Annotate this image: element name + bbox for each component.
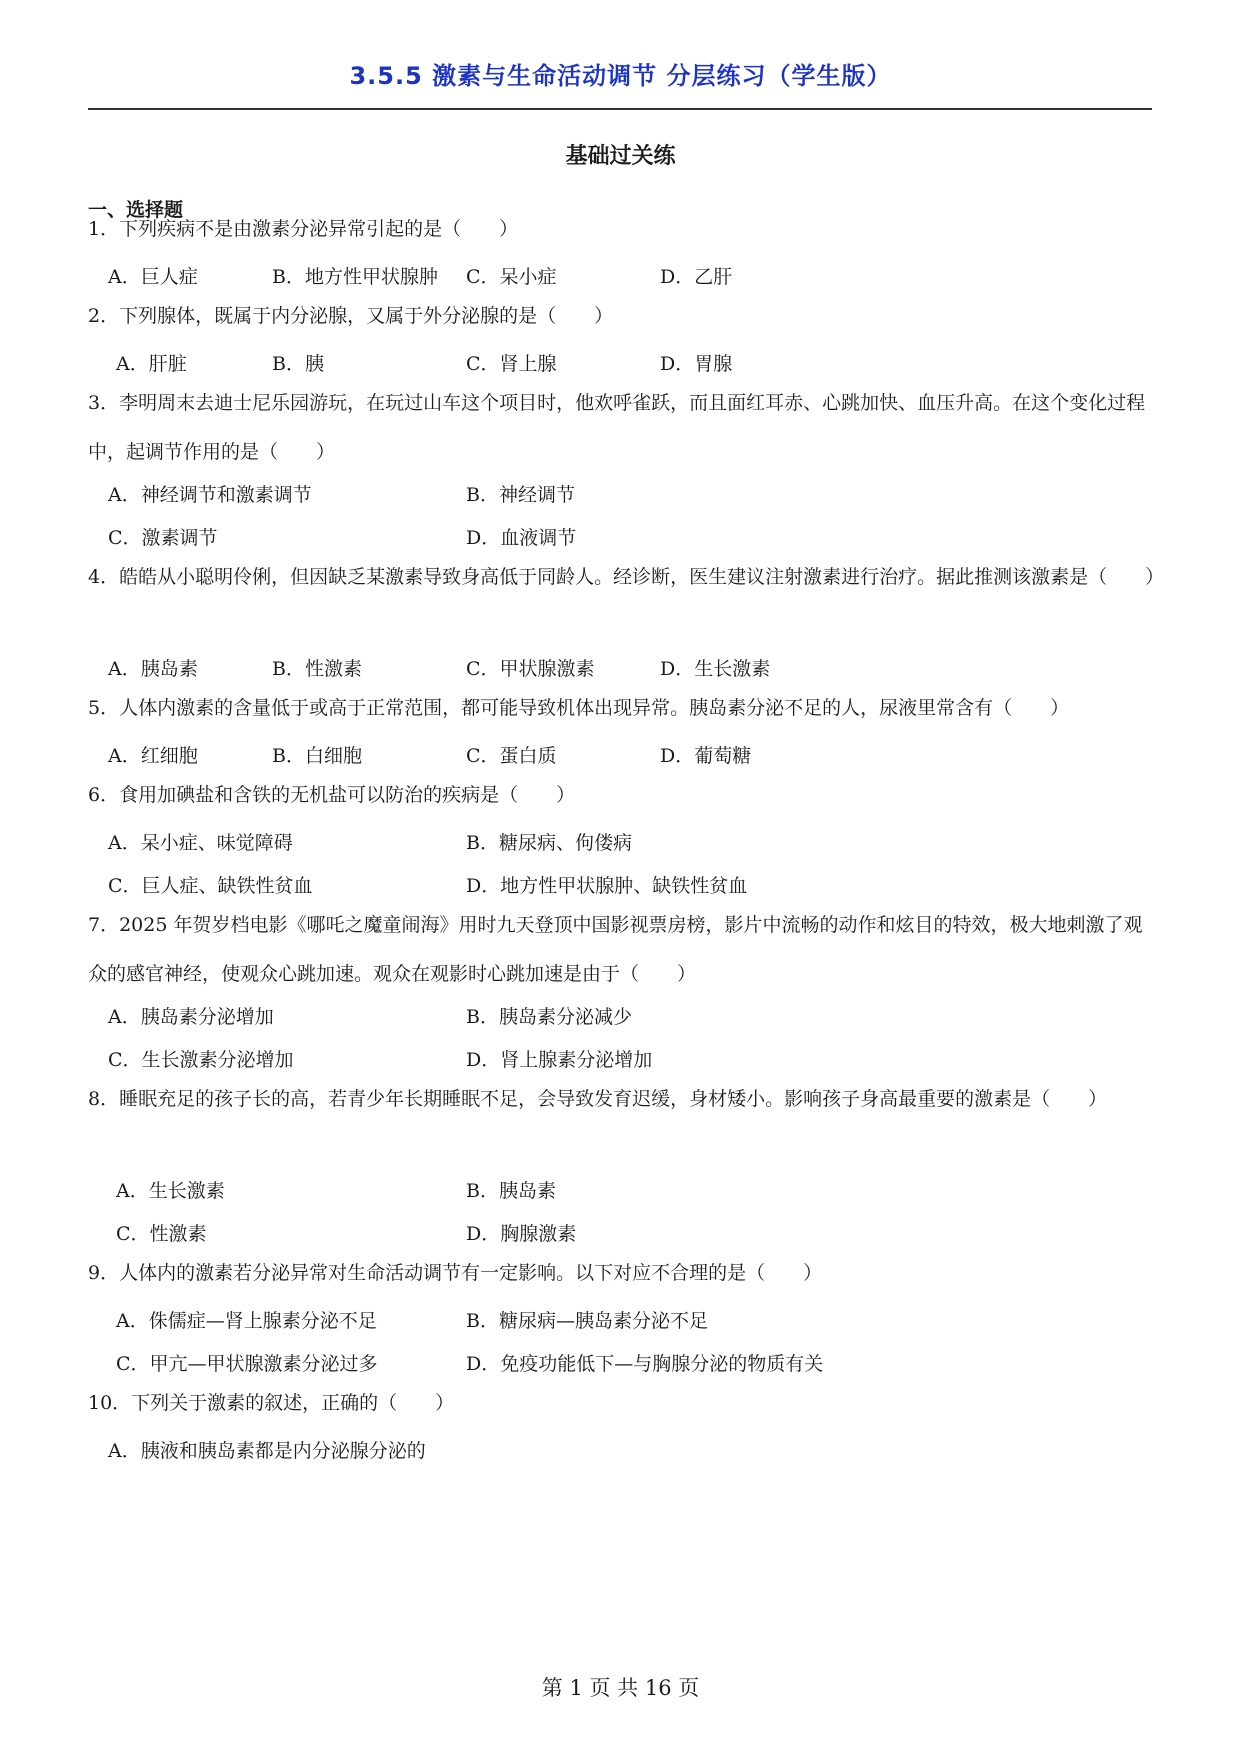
- question-9-stem: 9．人体内的激素若分泌异常对生命活动调节有一定影响。以下对应不合理的是（ ）: [88, 1262, 823, 1284]
- question-3-stem: 3．李明周末去迪士尼乐园游玩，在玩过山车这个项目时，他欢呼雀跃，而且面红耳赤、心跳加快、血压升高。在这个变化过程中，起调节作用的是（ ）: [88, 392, 1146, 463]
- option-c: C．激素调节: [108, 527, 218, 549]
- option-d: D．葡萄糖: [660, 745, 752, 767]
- option-b: B．胰岛素: [466, 1180, 556, 1202]
- option-b: B．白细胞: [272, 745, 362, 767]
- option-c: C．呆小症: [466, 266, 557, 288]
- option-b: B．神经调节: [466, 484, 575, 506]
- option-a: A．胰液和胰岛素都是内分泌腺分泌的: [108, 1440, 426, 1462]
- option-a: A．呆小症、味觉障碍: [108, 832, 293, 854]
- option-b: B．糖尿病—胰岛素分泌不足: [466, 1310, 708, 1332]
- question-1-stem: 1．下列疾病不是由激素分泌异常引起的是（ ）: [88, 218, 519, 240]
- option-b: B．性激素: [272, 658, 362, 680]
- option-a: A．红细胞: [108, 745, 198, 767]
- option-d: D．血液调节: [466, 527, 577, 549]
- document-title: 3.5.5 激素与生命活动调节 分层练习（学生版）: [349, 62, 892, 90]
- option-a: A．生长激素: [116, 1180, 225, 1202]
- option-c: C．甲状腺激素: [466, 658, 595, 680]
- part-title: 一、选择题: [88, 199, 184, 221]
- option-d: D．免疫功能低下—与胸腺分泌的物质有关: [466, 1353, 824, 1375]
- option-d: D．地方性甲状腺肿、缺铁性贫血: [466, 875, 748, 897]
- option-b: B．胰: [272, 353, 324, 375]
- question-10-stem: 10．下列关于激素的叙述，正确的（ ）: [88, 1392, 455, 1414]
- option-b: B．胰岛素分泌减少: [466, 1006, 632, 1028]
- question-5-stem: 5．人体内激素的含量低于或高于正常范围，都可能导致机体出现异常。胰岛素分泌不足的人，尿液里常含有（ ）: [88, 697, 1070, 719]
- option-d: D．肾上腺素分泌增加: [466, 1049, 653, 1071]
- question-7-stem: 7．2025 年贺岁档电影《哪吒之魔童闹海》用时九天登顶中国影视票房榜，影片中流畅的动作和炫目的特效，极大地刺激了观众的感官神经，使观众心跳加速。观众在观影时心跳加速是由于（ ）: [88, 914, 1143, 985]
- option-c: C．甲亢—甲状腺激素分泌过多: [116, 1353, 378, 1375]
- option-a: A．肝脏: [116, 353, 187, 375]
- question-8-stem: 8．睡眠充足的孩子长的高，若青少年长期睡眠不足，会导致发育迟缓，身材矮小。影响孩子身高最重要的激素是（ ）: [88, 1088, 1108, 1110]
- option-a: A．神经调节和激素调节: [108, 484, 312, 506]
- option-c: C．蛋白质: [466, 745, 557, 767]
- option-c: C．生长激素分泌增加: [108, 1049, 294, 1071]
- option-c: C．巨人症、缺铁性贫血: [108, 875, 313, 897]
- option-c: C．性激素: [116, 1223, 207, 1245]
- question-4-stem: 4．皓皓从小聪明伶俐，但因缺乏某激素导致身高低于同龄人。经诊断，医生建议注射激素进行治疗。据此推测该激素是（ ）: [88, 566, 1165, 588]
- header-divider: [88, 108, 1152, 110]
- question-6-stem: 6．食用加碘盐和含铁的无机盐可以防治的疾病是（ ）: [88, 784, 576, 806]
- question-2-stem: 2．下列腺体，既属于内分泌腺，又属于外分泌腺的是（ ）: [88, 305, 614, 327]
- option-b: B．糖尿病、佝偻病: [466, 832, 632, 854]
- section-title: 基础过关练: [565, 144, 676, 169]
- option-d: D．生长激素: [660, 658, 771, 680]
- option-a: A．胰岛素: [108, 658, 198, 680]
- option-d: D．胸腺激素: [466, 1223, 577, 1245]
- option-d: D．胃腺: [660, 353, 733, 375]
- option-a: A．巨人症: [108, 266, 198, 288]
- page-number: 第 1 页 共 16 页: [541, 1676, 700, 1700]
- option-a: A．胰岛素分泌增加: [108, 1006, 274, 1028]
- option-c: C．肾上腺: [466, 353, 557, 375]
- option-a: A．侏儒症—肾上腺素分泌不足: [116, 1310, 377, 1332]
- option-b: B．地方性甲状腺肿: [272, 266, 438, 288]
- option-d: D．乙肝: [660, 266, 733, 288]
